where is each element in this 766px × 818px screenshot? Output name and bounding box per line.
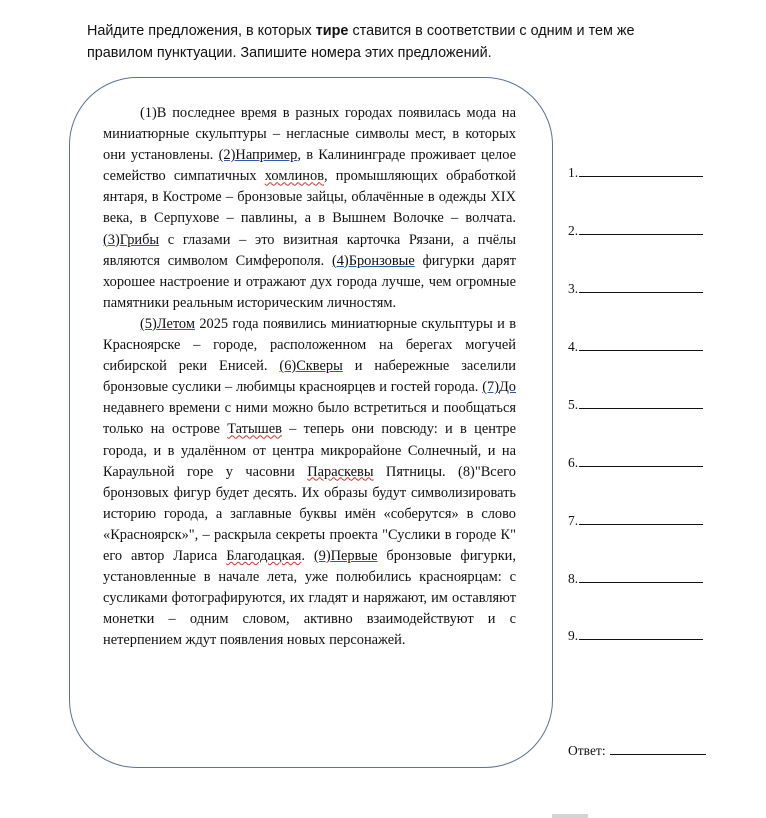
sentence-5-text: 2025 года появились миниатюрные скульптуры и в Красноярске – городе, расположенном на берегах могучей сибирской реки Енисей. (103, 315, 516, 375)
sentence-4-number (332, 253, 415, 269)
blank-line[interactable] (579, 163, 703, 177)
blank-number: 3. (568, 281, 579, 296)
instruction-bold-word: тире (315, 23, 349, 39)
blank-line[interactable] (579, 279, 703, 293)
answer-blank-6[interactable] (568, 453, 703, 471)
answer-blank-5[interactable] (568, 395, 703, 413)
sentence-5-number (140, 316, 195, 332)
blank-line[interactable] (579, 569, 703, 583)
spellcheck-word: Благодацкая (226, 547, 302, 564)
instruction-text: Найдите предложения, в которых (87, 23, 316, 39)
sentence-2-text-end: , промышляющих обработкой янтаря, в Костроме – бронзовые зайцы, облачённые в одежды XIX века, в Серпухове – павлины, а в Вышнем Волочке – волчата. (103, 168, 516, 227)
sentence-7-number (482, 379, 516, 395)
blank-number: 8. (568, 571, 579, 586)
sentence-7-text-end: Пятницы. (373, 463, 459, 480)
sentence-7-text-mid: – теперь они повсюду: и в центре города, и в удалённом от центра микрорайоне Солнечный, и на Караульной горе у часовни (103, 421, 516, 480)
paragraph-2 (103, 314, 516, 652)
answer-blank-9[interactable] (568, 626, 703, 644)
answer-blank-4[interactable] (568, 337, 703, 355)
answer-blank-2[interactable] (568, 221, 703, 239)
sentence-3-text: с глазами – это визитная карточка Рязани, а пчёлы являются символом Симферополя. (103, 231, 516, 269)
sentence-6-number (279, 358, 342, 374)
sentence-3-word: Грибы (119, 231, 160, 248)
sentence-7-num: (7) (482, 379, 499, 396)
task-instruction (87, 21, 687, 64)
blank-number: 5. (568, 397, 579, 412)
sentence-4-text: фигурки дарят хорошее настроение и отражают дух города лучше, чем огромные памятники реальным историческим личностям. (103, 252, 516, 311)
blank-number: 1. (568, 165, 579, 180)
sentence-6-num: (6) (279, 358, 297, 375)
paragraph-1 (103, 103, 516, 314)
spellcheck-word: Параскевы (307, 463, 374, 480)
sentence-3-num: (3) (103, 231, 120, 248)
sentence-9-num: (9) (313, 547, 331, 564)
sentence-9-text: бронзовые фигурки, установленные в начале лета, уже полюбились красноярцам: с сусликами фотографируются, их гладят и наряжают, им оставляют монетки – одним словом, активно взаимодействуют и с нетерпением ждут появления новых персонажей. (103, 547, 516, 649)
sentence-2-text: , в Калининграде проживает целое семейство симпатичных (103, 147, 517, 185)
sentence-4-num: (4) (331, 252, 349, 269)
sentence-4-word: Бронзовые (348, 252, 415, 269)
answer-line[interactable] (610, 741, 706, 755)
scrollbar-fragment (552, 814, 588, 818)
sentence-2-num: (2) (218, 147, 236, 164)
blank-number: 9. (568, 628, 579, 643)
blank-line[interactable] (579, 626, 703, 640)
blank-line[interactable] (579, 337, 703, 351)
blank-number: 6. (568, 455, 579, 470)
blank-line[interactable] (579, 221, 703, 235)
blank-line[interactable] (579, 511, 703, 525)
sentence-7-word: До (498, 379, 516, 396)
sentence-7-text: недавнего времени с ними можно было встретиться и пообщаться только на острове (103, 400, 516, 438)
blank-line[interactable] (579, 395, 703, 409)
answer-blank-7[interactable] (568, 511, 703, 529)
answer-blank-3[interactable] (568, 279, 703, 297)
sentence-1: (1)В последнее время в разных городах появилась мода на миниатюрные скульптуры – негласные символы мест, в которых они установлены. (103, 105, 516, 164)
answer-blank-1[interactable] (568, 163, 703, 181)
final-answer[interactable] (568, 741, 706, 759)
sentence-2-word: Например (235, 147, 298, 164)
blank-number: 2. (568, 223, 579, 238)
instruction-text-end: ставится в соответствии с одним и тем же правилом пунктуации. Запишите номера этих предложений. (87, 23, 635, 61)
sentence-8-text-end: . (301, 547, 314, 564)
sentence-8-text: (8)"Всего бронзовых фигур будет десять. Их образы будут символизировать историю города, а заглавные буквы имён «соберутся» в слово «Красноярск»", – раскрыла секреты проекта "Суслики в городе К" его автор Лариса (103, 463, 516, 564)
sentence-6-text: и набережные заселили бронзовые суслики – любимцы красноярцев и гостей города. (103, 358, 516, 396)
blank-line[interactable] (579, 453, 703, 467)
passage (103, 103, 516, 651)
blank-number: 7. (568, 513, 579, 528)
answer-blank-8[interactable] (568, 569, 703, 587)
sentence-3-number (103, 232, 159, 248)
sentence-5-num: (5) (140, 315, 157, 332)
sentence-6-word: Скверы (296, 358, 343, 375)
spellcheck-word: Татышев (227, 421, 282, 438)
spellcheck-word: хомлинов (264, 168, 324, 185)
sentence-9-number (314, 548, 378, 564)
sentence-9-word: Первые (330, 547, 378, 564)
sentence-2-number (219, 147, 298, 163)
sentence-5-word: Летом (156, 315, 195, 332)
blank-number: 4. (568, 339, 579, 354)
answer-label: Ответ: (568, 743, 606, 758)
